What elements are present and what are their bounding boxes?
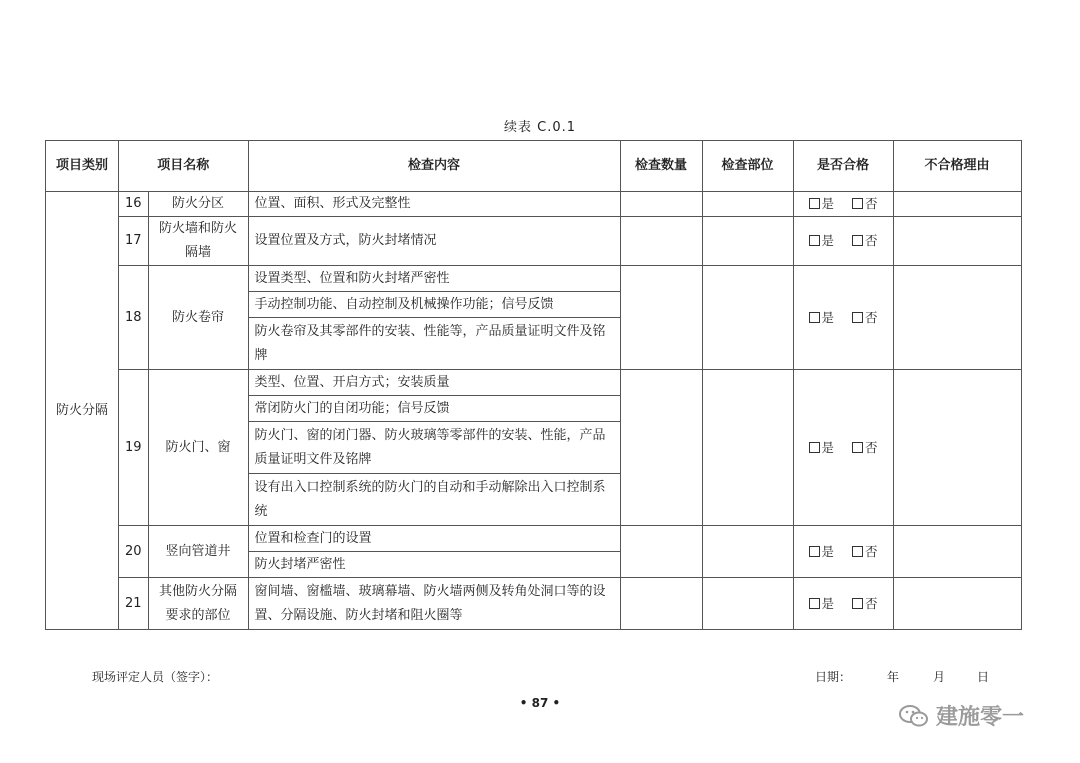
check-location-cell bbox=[702, 526, 793, 578]
check-qty-cell bbox=[620, 217, 702, 266]
check-content: 窗间墙、窗槛墙、玻璃幕墙、防火墙两侧及转角处洞口等的设置、分隔设施、防火封堵和阻火圈等 bbox=[248, 578, 620, 630]
date-label: 日期： bbox=[815, 670, 852, 684]
no-checkbox[interactable] bbox=[852, 598, 863, 609]
pass-fail-cell bbox=[793, 578, 893, 630]
header-location: 检查部位 bbox=[702, 141, 793, 192]
no-label: 否 bbox=[865, 196, 878, 211]
check-content: 位置和检查门的设置 bbox=[248, 526, 620, 552]
header-row bbox=[46, 141, 1022, 192]
check-content: 防火卷帘及其零部件的安装、性能等，产品质量证明文件及铭牌 bbox=[248, 318, 620, 370]
category-cell: 防火分隔 bbox=[46, 192, 119, 630]
item-name: 其他防火分隔要求的部位 bbox=[148, 578, 248, 630]
no-checkbox[interactable] bbox=[852, 546, 863, 557]
no-label: 否 bbox=[865, 309, 878, 325]
table-row bbox=[46, 192, 1022, 217]
check-content: 位置、面积、形式及完整性 bbox=[248, 192, 620, 217]
date-month: 月 bbox=[933, 670, 946, 684]
table-row bbox=[46, 370, 1022, 396]
no-label: 否 bbox=[865, 543, 878, 559]
item-number: 19 bbox=[119, 370, 149, 526]
watermark-text: 建施零一 bbox=[936, 705, 1025, 730]
item-name: 防火墙和防火隔墙 bbox=[148, 217, 248, 266]
check-location-cell bbox=[702, 266, 793, 370]
item-number: 21 bbox=[119, 578, 149, 630]
yes-checkbox[interactable] bbox=[809, 546, 820, 557]
check-content: 常闭防火门的自闭功能；信号反馈 bbox=[248, 396, 620, 422]
yes-checkbox[interactable] bbox=[809, 598, 820, 609]
reason-cell bbox=[893, 526, 1021, 578]
pass-fail-cell bbox=[793, 370, 893, 526]
table-caption: 续表 C.0.1 bbox=[503, 120, 577, 135]
yes-label: 是 bbox=[821, 309, 835, 325]
check-qty-cell bbox=[620, 526, 702, 578]
no-checkbox[interactable] bbox=[852, 198, 863, 209]
reason-cell bbox=[893, 192, 1021, 217]
check-content: 防火封堵严密性 bbox=[248, 552, 620, 578]
check-content: 手动控制功能、自动控制及机械操作功能；信号反馈 bbox=[248, 292, 620, 318]
item-number: 18 bbox=[119, 266, 149, 370]
table-row bbox=[46, 578, 1022, 630]
reason-cell bbox=[893, 578, 1021, 630]
wechat-icon bbox=[898, 703, 930, 729]
watermark bbox=[898, 700, 1024, 731]
check-qty-cell bbox=[620, 370, 702, 526]
no-checkbox[interactable] bbox=[852, 312, 863, 323]
yes-label: 是 bbox=[821, 595, 835, 611]
check-location-cell bbox=[702, 370, 793, 526]
item-name: 防火卷帘 bbox=[148, 266, 248, 370]
header-name: 项目名称 bbox=[119, 141, 249, 192]
check-qty-cell bbox=[620, 578, 702, 630]
header-pass: 是否合格 bbox=[793, 141, 893, 192]
no-checkbox[interactable] bbox=[852, 442, 863, 453]
date-day: 日 bbox=[977, 670, 990, 684]
yes-label: 是 bbox=[821, 543, 835, 559]
yes-checkbox[interactable] bbox=[809, 198, 820, 209]
check-qty-cell bbox=[620, 192, 702, 217]
inspection-table bbox=[45, 140, 1022, 630]
yes-label: 是 bbox=[821, 196, 835, 211]
check-content: 类型、位置、开启方式；安装质量 bbox=[248, 370, 620, 396]
check-location-cell bbox=[702, 192, 793, 217]
item-name: 竖向管道井 bbox=[148, 526, 248, 578]
item-number: 17 bbox=[119, 217, 149, 266]
check-location-cell bbox=[702, 217, 793, 266]
header-category: 项目类别 bbox=[46, 141, 119, 192]
page-number: • 87 • bbox=[519, 696, 561, 710]
pass-fail-cell bbox=[793, 266, 893, 370]
header-qty: 检查数量 bbox=[620, 141, 702, 192]
no-checkbox[interactable] bbox=[852, 235, 863, 246]
header-content: 检查内容 bbox=[248, 141, 620, 192]
reason-cell bbox=[893, 217, 1021, 266]
header-reason: 不合格理由 bbox=[893, 141, 1021, 192]
pass-fail-cell bbox=[793, 217, 893, 266]
check-location-cell bbox=[702, 578, 793, 630]
item-number: 16 bbox=[119, 192, 149, 217]
date-year: 年 bbox=[887, 670, 900, 684]
check-content: 设有出入口控制系统的防火门的自动和手动解除出入口控制系统 bbox=[248, 474, 620, 526]
yes-label: 是 bbox=[821, 233, 835, 248]
item-name: 防火门、窗 bbox=[148, 370, 248, 526]
no-label: 否 bbox=[865, 439, 878, 455]
yes-checkbox[interactable] bbox=[809, 312, 820, 323]
yes-label: 是 bbox=[821, 439, 835, 455]
no-label: 否 bbox=[865, 233, 878, 248]
pass-fail-cell bbox=[793, 526, 893, 578]
table-row bbox=[46, 217, 1022, 266]
signer-label: 现场评定人员（签字）： bbox=[92, 670, 219, 684]
table-row bbox=[46, 266, 1022, 292]
yes-checkbox[interactable] bbox=[809, 235, 820, 246]
check-content: 设置位置及方式，防火封堵情况 bbox=[248, 217, 620, 266]
pass-fail-cell bbox=[793, 192, 893, 217]
no-label: 否 bbox=[865, 595, 878, 611]
check-content: 防火门、窗的闭门器、防火玻璃等零部件的安装、性能，产品质量证明文件及铭牌 bbox=[248, 422, 620, 474]
item-number: 20 bbox=[119, 526, 149, 578]
table-row bbox=[46, 526, 1022, 552]
check-content: 设置类型、位置和防火封堵严密性 bbox=[248, 266, 620, 292]
yes-checkbox[interactable] bbox=[809, 442, 820, 453]
date-field bbox=[815, 668, 989, 685]
item-name: 防火分区 bbox=[148, 192, 248, 217]
reason-cell bbox=[893, 370, 1021, 526]
reason-cell bbox=[893, 266, 1021, 370]
check-qty-cell bbox=[620, 266, 702, 370]
